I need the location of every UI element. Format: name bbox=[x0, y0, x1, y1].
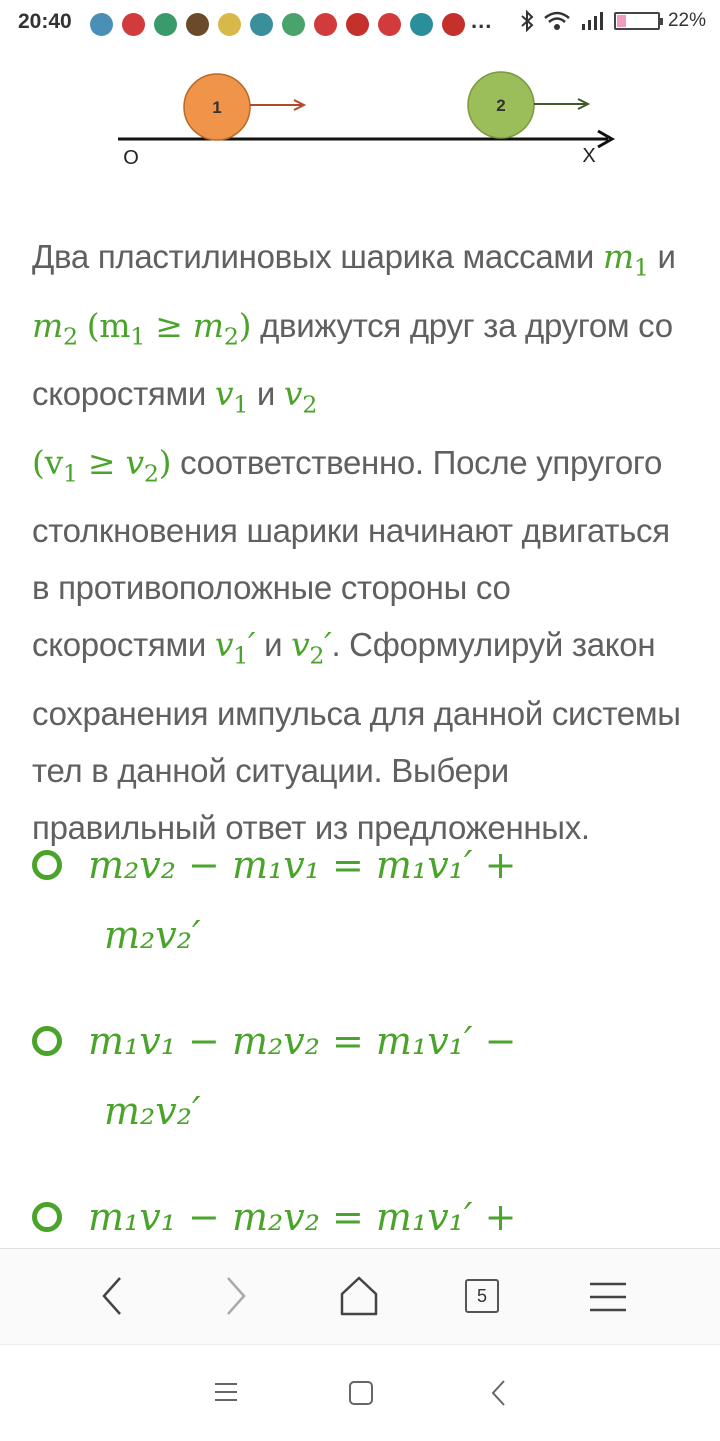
system-back-icon[interactable] bbox=[488, 1378, 510, 1408]
back-icon[interactable] bbox=[96, 1274, 128, 1318]
wifi-icon bbox=[542, 10, 572, 32]
notification-overflow: ... bbox=[471, 8, 493, 33]
math-velocity-condition: $(v_1 \ge v_2)$ bbox=[32, 442, 172, 488]
option-equation: m₁v₁ − m₂v₂ = m₁v₁′ − m₂v₂′ bbox=[88, 1019, 517, 1133]
option-equation: m₂v₂ − m₁v₁ = m₁v₁′ + m₂v₂′ bbox=[88, 843, 517, 957]
problem-text-part: движутся друг за другом со скоростями bbox=[32, 306, 673, 413]
notification-icons bbox=[90, 13, 465, 36]
battery-percent: 22% bbox=[667, 10, 706, 31]
notification-app-icon bbox=[154, 13, 177, 36]
radio-button[interactable] bbox=[32, 850, 62, 880]
math-v1-prime: $v_1'$ bbox=[214, 625, 256, 670]
recent-apps-icon[interactable] bbox=[213, 1380, 239, 1404]
notification-app-icon bbox=[442, 13, 465, 36]
notification-app-icon bbox=[90, 13, 113, 36]
notification-app-icon bbox=[410, 13, 433, 36]
math-v2: $v_2$ bbox=[283, 374, 318, 419]
system-indicators bbox=[520, 10, 706, 32]
notification-app-icon bbox=[186, 13, 209, 36]
notification-app-icon bbox=[282, 13, 305, 36]
system-home-icon[interactable] bbox=[347, 1379, 375, 1407]
problem-text-part: и bbox=[248, 375, 284, 413]
ball-1-label: 1 bbox=[212, 98, 222, 117]
origin-label: O bbox=[123, 147, 139, 169]
problem-text-part: и bbox=[255, 626, 292, 664]
notification-app-icon bbox=[122, 13, 145, 36]
home-icon[interactable] bbox=[338, 1274, 380, 1318]
status-bar bbox=[0, 0, 720, 52]
menu-icon[interactable] bbox=[588, 1280, 628, 1314]
option-equation: m₁v₁ − m₂v₂ = m₁v₁′ + bbox=[88, 1195, 517, 1239]
notification-app-icon bbox=[250, 13, 273, 36]
math-v1: $v_1$ bbox=[214, 374, 248, 419]
math-m1: $m_1$ bbox=[602, 237, 649, 282]
problem-text-part: . Сформулируй закон сохранения импульса для данной системы тел в данной ситуации. Выбери правильный ответ из предложенных. bbox=[32, 626, 681, 846]
status-time: 20:40 bbox=[18, 10, 72, 33]
math-v2-prime: $v_2'$ bbox=[291, 625, 332, 670]
forward-icon[interactable] bbox=[220, 1274, 252, 1318]
problem-text-part: и bbox=[648, 238, 676, 275]
notification-app-icon bbox=[378, 13, 401, 36]
radio-button[interactable] bbox=[32, 1026, 62, 1056]
math-m2: $m_2$ bbox=[32, 305, 78, 351]
ball-2-label: 2 bbox=[496, 96, 506, 115]
bluetooth-icon bbox=[520, 10, 534, 32]
signal-icon bbox=[580, 11, 606, 31]
notification-app-icon bbox=[346, 13, 369, 36]
radio-button[interactable] bbox=[32, 1202, 62, 1232]
tabs-button[interactable]: 5 bbox=[465, 1279, 499, 1313]
battery-icon bbox=[614, 12, 660, 30]
notification-app-icon bbox=[218, 13, 241, 36]
problem-text-part: соответственно. После упругого столкновения шарики начинают двигаться в противоположные стороны со скоростями bbox=[32, 443, 670, 664]
problem-text bbox=[32, 228, 692, 856]
problem-text-part: Два пластилиновых шарика массами bbox=[32, 238, 603, 275]
collision-diagram bbox=[0, 52, 720, 182]
math-mass-condition: $(m_1 \ge m_2)$ bbox=[86, 305, 252, 351]
notification-app-icon bbox=[314, 13, 337, 36]
axis-label: X bbox=[582, 145, 596, 167]
